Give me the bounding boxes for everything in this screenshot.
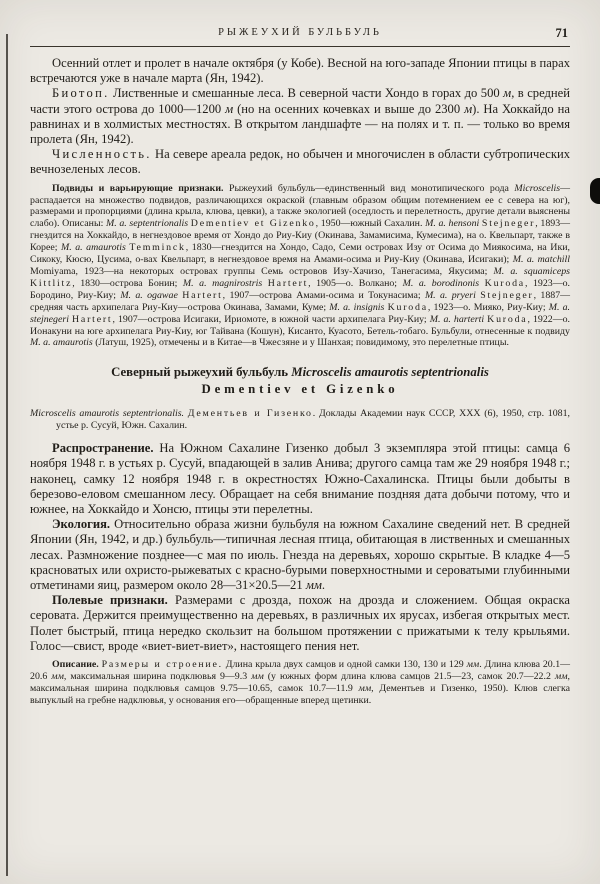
para-description <box>30 659 570 707</box>
text-run: мм <box>305 577 322 592</box>
text-run: , 1905—о. Волкано; <box>308 277 403 289</box>
text-run: м <box>464 101 473 116</box>
page-number: 71 <box>555 26 568 40</box>
text-run: м <box>503 86 512 101</box>
text-run: , 1950—южный Сахалин. <box>315 218 426 230</box>
text-run: Биотоп. <box>52 86 110 101</box>
citation <box>30 408 570 432</box>
text-run: Размерами с дрозда, похож на дрозда и сложением. Общая окраска серовата. Держится преимущественно на деревьях, в различных их ярусах, избегая открытых мест. Полет быстрый, птица нередко скользит на большом протяжении с прижатыми к телу крыльями. Голос—свист, вроде «виет-виет-виет», настоящего пения нет. <box>30 593 570 653</box>
text-run: На севере ареала редок, но обычен и многочислен в области субтропических вечнозеленых лесов. <box>30 147 570 177</box>
text-run: Momiyama, 1923—на некоторых островах группы Семь островов Изу-Хачизо, Танегасима, Якусима; <box>30 265 494 277</box>
text-run: Hartert <box>72 313 113 325</box>
text-run: , 1907—острова Амами-осима и Токунасима; <box>222 289 425 301</box>
text-run: Длина крыла двух самцов и одной самки 130, 130 и 129 <box>222 658 467 670</box>
text-run: , 1830—гнездится на Хондо, Садо, Семи островах Изу от Осима до Миякосима, на Ики, Сикоку, Кюсю, Цусима, о-вах Квельпарт, в негнездовое время на Амами-осима и Риу-Киу (Окинава, Исигаки); <box>30 242 570 266</box>
text-run: Размеры и строение. <box>101 658 223 670</box>
text-run: Рыжеухий бульбуль—единственный вид монотипического рода <box>223 182 515 194</box>
text-run: , в средней части этого острова до 1000—1200 <box>30 86 570 116</box>
text-run: Распространение. <box>52 441 154 456</box>
text-run: Северный рыжеухий бульбуль <box>111 365 292 380</box>
text-run: M. a. borodinonis <box>402 277 480 289</box>
text-run: Hartert <box>182 289 223 301</box>
text-run: M. a. hensoni <box>425 218 480 230</box>
text-run: Dementiev et Gizenko <box>201 382 399 397</box>
text-run: (но на осенних кочевках и выше до 2300 <box>233 101 465 116</box>
text-run: Полевые признаки. <box>52 593 168 608</box>
text-run: , максимальная ширина подклювья 9—9.3 <box>63 670 252 682</box>
text-run: мм <box>51 670 64 682</box>
text-run: M. a. matchill <box>512 254 570 266</box>
para-subspecies <box>30 183 570 350</box>
text-run: Hartert <box>267 277 309 289</box>
text-run: , 1923—о. Мияко, Риу-Киу; <box>427 301 549 313</box>
running-title: РЫЖЕУХИЙ БУЛЬБУЛЬ <box>218 27 382 38</box>
text-run: мм <box>358 682 372 694</box>
text-run: , 1893—гнездится на Хоккайдо, в негнездовое время от Хондо до Риу-Киу (Окинава, Замамисима, Кумесима), на о. Квельпарт, также в Корее; <box>30 218 571 254</box>
text-run: мм <box>554 670 568 682</box>
text-run: (у южных форм длина клюва самцов 21.5—23, самок 20.7—22.2 <box>263 670 555 682</box>
text-run: Подвиды и варьирующие признаки. <box>52 182 224 194</box>
text-run: —распадается на множество подвидов, различающихся окраской (главным образом общим потемнением ее с севера на юг), размерами и пропорциями (длина крыла, клюва, цевки), а также экологией (оседлость и перелетность, другие детали выяснены слабо). Описаны: <box>30 182 570 230</box>
text-run: , 1923—о. Бородино, Риу-Киу; <box>30 277 570 301</box>
para-field-marks <box>30 593 570 654</box>
text-run: , 1922—о. Ионакуни на юге архипелага Риу-Киу, юг Тайвана (Кошун), Кисанто, Куасото, Бетель-тобаго. Бульбули, отнесенные к подвиду <box>30 313 571 337</box>
text-run: Microscelis amaurotis septentrionalis. <box>30 408 185 420</box>
text-run: , 1830—острова Бонин; <box>72 277 183 289</box>
text-run: Численность. <box>52 147 152 162</box>
text-run: На Южном Сахалине Гизенко добыл 3 экземпляра этой птицы: самца 6 ноября 1948 г. в устьях р. Сусуй, впадающей в залив Анива; другого самца там же 29 ноября 1948 г.; наконец, самку 12 ноября 1948 г. в окрестностях Южно-Сахалинска. Птицы были добыты в березово-еловом смешанном лесу. Обращает на себя внимание поздняя дата добычи потому, что и южнее, на Хоккайдо и Хонсю, птицы эти перелетны. <box>30 441 570 516</box>
text-run: M. a. pryeri <box>424 289 476 301</box>
text-run: Kuroda <box>484 277 525 289</box>
species-heading-line-1 <box>30 364 570 380</box>
text-run: , 1907—острова Исигаки, Ириомоте, в южной части архипелага Риу-Киу; <box>112 313 430 325</box>
text-run: (Латуш, 1925), отмечены и в Китае—в Чжесзяне и у Шанхая; повидимому, это перелетные птицы. <box>92 337 509 349</box>
text-run: Дементьев и Гизенко <box>187 408 313 420</box>
para-abundance <box>30 147 570 177</box>
scan-artifact-right-ink-blot <box>590 178 600 204</box>
text-run: Temminck <box>129 242 186 254</box>
text-run: M. a. insignis <box>329 301 385 313</box>
text-run: M. a. amaurotis <box>61 242 126 254</box>
text-run: . Доклады Академии наук СССР, XXX (6), 1950, стр. 1081, устье р. Сусуй, Южн. Сахалин. <box>56 408 571 432</box>
text-run: мм <box>466 658 480 670</box>
text-run: . <box>321 577 326 592</box>
text-run: мм <box>251 670 264 682</box>
page-header <box>30 26 570 42</box>
text-run: Microscelis amaurotis septentrionalis <box>291 365 489 380</box>
text-run: , Дементьев и Гизенко, 1950). Клюв слегка выпуклый на гребне надклювья, у основания его—обращенные вперед щетинки. <box>30 682 571 706</box>
text-run: Stejneger <box>480 289 534 301</box>
text-run: . Длина клюва 20.1—20.6 <box>30 658 571 682</box>
text-run: м <box>225 101 234 116</box>
header-rule <box>30 46 570 47</box>
text-run: Dementiev et Gizenko <box>190 218 316 230</box>
para-ecology <box>30 517 570 593</box>
text-run: M. a. magnirostris <box>182 277 263 289</box>
text-run: Stejneger <box>481 218 536 230</box>
text-run: M. a. stejnegeri <box>30 301 571 325</box>
text-run: M. a. amaurotis <box>30 337 93 349</box>
text-run: Осенний отлет и пролет в начале октября (у Кобе). Весной на юго-западе Японии птицы в парах встречаются уже в начале марта (Ян, 1942). <box>30 56 570 86</box>
text-run: ). На Хоккайдо на равнинах и в холмистых местностях. В открытом ландшафте — на полях и т. п. — только во время пролета (Ян, 1942). <box>30 101 570 147</box>
text-run: Kuroda <box>487 313 528 325</box>
para-autumn-departure <box>30 56 570 86</box>
para-biotope <box>30 86 570 147</box>
text-run: M. a. squamiceps <box>493 265 570 277</box>
para-distribution <box>30 441 570 517</box>
text-run: Лиственные и смешанные леса. В северной части Хондо в горах до 500 <box>109 86 504 101</box>
species-heading-line-2 <box>30 381 570 397</box>
text-run: M. a. ogawae <box>120 289 178 301</box>
text-run: Microscelis <box>514 182 561 194</box>
text-run: Экология. <box>52 517 111 532</box>
page-body <box>0 56 600 707</box>
text-run: , 1887—средняя часть архипелага Риу-Киу—острова Окинава, Замами, Куме; <box>30 289 571 313</box>
text-run: M. a. septentrionalis <box>105 218 189 230</box>
text-run: Описание. <box>52 658 99 670</box>
text-run: Kuroda <box>387 301 428 313</box>
text-run: M. a. harterti <box>429 313 485 325</box>
text-run: , максимальная ширина подклювья самцов 9.75—10.65, самок 10.7—11.9 <box>30 670 570 694</box>
scan-artifact-left-edge-line <box>6 34 8 876</box>
text-run: Относительно образа жизни бульбуля на южном Сахалине сведений нет. В средней Японии (Ян, 1942, и др.) бульбуль—типичная лесная птица, обитающая в лиственных и смешанных лесах. Размножение позднее—с мая по июль. Гнезда на деревьях, хорошо скрытые. В кладке 4—5 красноватых или охристо-рыжеватых с красно-бурыми поверхностными и сероватыми глубинными отметинами яиц, размером около 28—31×20.5—21 <box>30 517 570 592</box>
text-run: Kittlitz <box>30 277 73 289</box>
